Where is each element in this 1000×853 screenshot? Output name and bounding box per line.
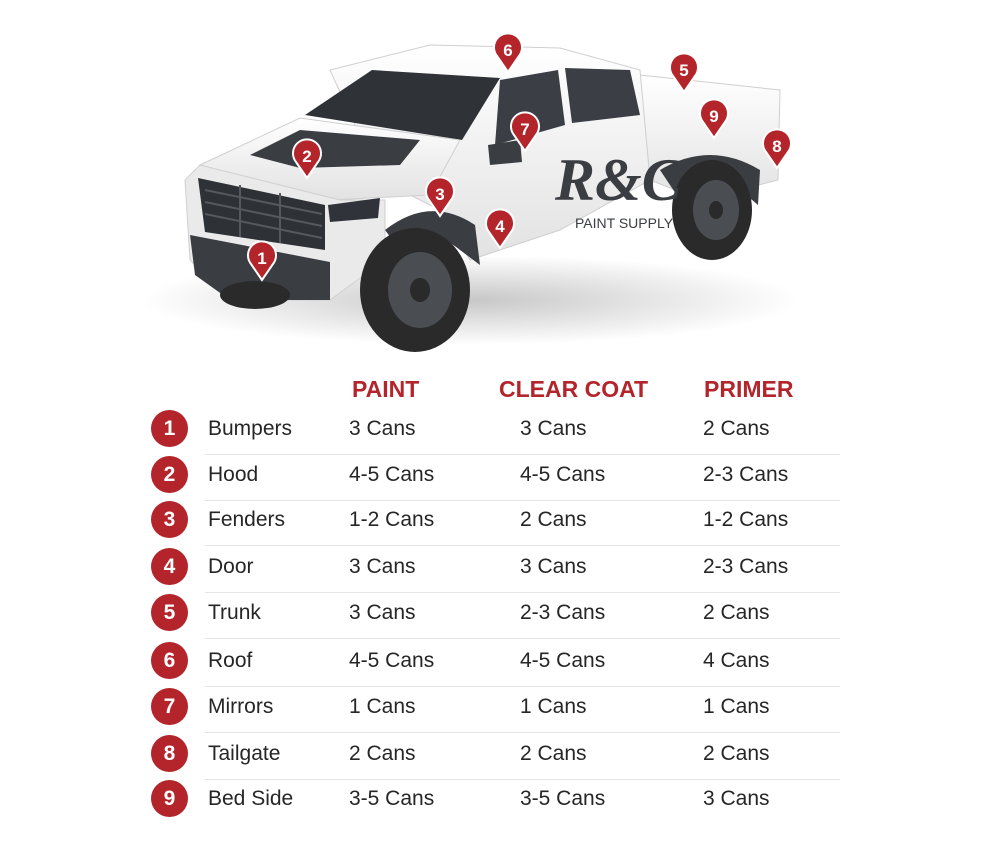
part-name: Tailgate xyxy=(208,742,281,765)
paint-cans: 3-5 Cans xyxy=(349,787,435,810)
part-name: Bed Side xyxy=(208,787,294,810)
svg-text:R&C: R&C xyxy=(555,147,682,213)
table-row xyxy=(0,456,1000,502)
paint-cans: 1-2 Cans xyxy=(349,508,435,531)
row-number-badge: 5 xyxy=(151,594,188,631)
row-number-badge: 4 xyxy=(151,548,188,585)
primer-cans: 1 Cans xyxy=(703,695,770,718)
column-header-clear-coat: CLEAR COAT xyxy=(499,376,649,402)
clear-coat-cans: 4-5 Cans xyxy=(520,463,606,486)
primer-cans: 2-3 Cans xyxy=(703,463,789,486)
primer-cans: 2 Cans xyxy=(703,601,770,624)
row-divider xyxy=(205,545,840,546)
clear-coat-cans: 2-3 Cans xyxy=(520,601,606,624)
svg-text:PAINT SUPPLY: PAINT SUPPLY xyxy=(575,215,674,231)
clear-coat-cans: 3-5 Cans xyxy=(520,787,606,810)
row-number-badge: 1 xyxy=(151,410,188,447)
clear-coat-cans: 4-5 Cans xyxy=(520,649,606,672)
row-divider xyxy=(205,686,840,687)
column-header-primer: PRIMER xyxy=(704,376,794,402)
paint-cans: 4-5 Cans xyxy=(349,463,435,486)
row-divider xyxy=(205,638,840,639)
pin-label: 5 xyxy=(679,61,689,80)
primer-cans: 2-3 Cans xyxy=(703,555,789,578)
pin-label: 1 xyxy=(257,249,267,268)
primer-cans: 2 Cans xyxy=(703,742,770,765)
rear-wheel xyxy=(672,160,752,260)
pin-label: 7 xyxy=(520,120,530,139)
pin-label: 3 xyxy=(435,185,445,204)
table-row xyxy=(0,548,1000,594)
clear-coat-cans: 2 Cans xyxy=(520,508,587,531)
truck-illustration xyxy=(0,0,1000,370)
paint-cans: 2 Cans xyxy=(349,742,416,765)
paint-cans: 3 Cans xyxy=(349,555,416,578)
row-number-badge: 3 xyxy=(151,501,188,538)
front-left-wheel xyxy=(220,281,290,309)
part-name: Roof xyxy=(208,649,253,672)
clear-coat-cans: 3 Cans xyxy=(520,417,587,440)
paint-cans: 1 Cans xyxy=(349,695,416,718)
table-row xyxy=(0,594,1000,640)
part-name: Mirrors xyxy=(208,695,274,718)
clear-coat-cans: 3 Cans xyxy=(520,555,587,578)
row-number-badge: 2 xyxy=(151,456,188,493)
pin-label: 6 xyxy=(503,41,513,60)
row-number-badge: 8 xyxy=(151,735,188,772)
table-row xyxy=(0,688,1000,734)
table-row xyxy=(0,642,1000,688)
row-number-badge: 9 xyxy=(151,780,188,817)
row-divider xyxy=(205,732,840,733)
column-header-paint: PAINT xyxy=(352,376,420,402)
pin-label: 9 xyxy=(709,107,719,126)
row-divider xyxy=(205,454,840,455)
primer-cans: 2 Cans xyxy=(703,417,770,440)
clear-coat-cans: 2 Cans xyxy=(520,742,587,765)
table-header xyxy=(0,376,1000,408)
part-name: Trunk xyxy=(208,601,261,624)
part-name: Hood xyxy=(208,463,259,486)
clear-coat-cans: 1 Cans xyxy=(520,695,587,718)
primer-cans: 1-2 Cans xyxy=(703,508,789,531)
primer-cans: 4 Cans xyxy=(703,649,770,672)
paint-cans: 4-5 Cans xyxy=(349,649,435,672)
table-row xyxy=(0,735,1000,781)
paint-cans: 3 Cans xyxy=(349,601,416,624)
primer-cans: 3 Cans xyxy=(703,787,770,810)
pin-label: 4 xyxy=(495,217,505,236)
row-number-badge: 7 xyxy=(151,688,188,725)
part-name: Bumpers xyxy=(208,417,293,440)
pin-label: 8 xyxy=(772,137,782,156)
front-wheel xyxy=(360,228,470,352)
part-name: Fenders xyxy=(208,508,286,531)
table-row xyxy=(0,780,1000,826)
paint-cans: 3 Cans xyxy=(349,417,416,440)
row-divider xyxy=(205,592,840,593)
row-number-badge: 6 xyxy=(151,642,188,679)
side-window-rear xyxy=(565,68,640,123)
table-row xyxy=(0,501,1000,547)
pin-label: 2 xyxy=(302,147,312,166)
table-row xyxy=(0,410,1000,456)
part-name: Door xyxy=(208,555,254,578)
